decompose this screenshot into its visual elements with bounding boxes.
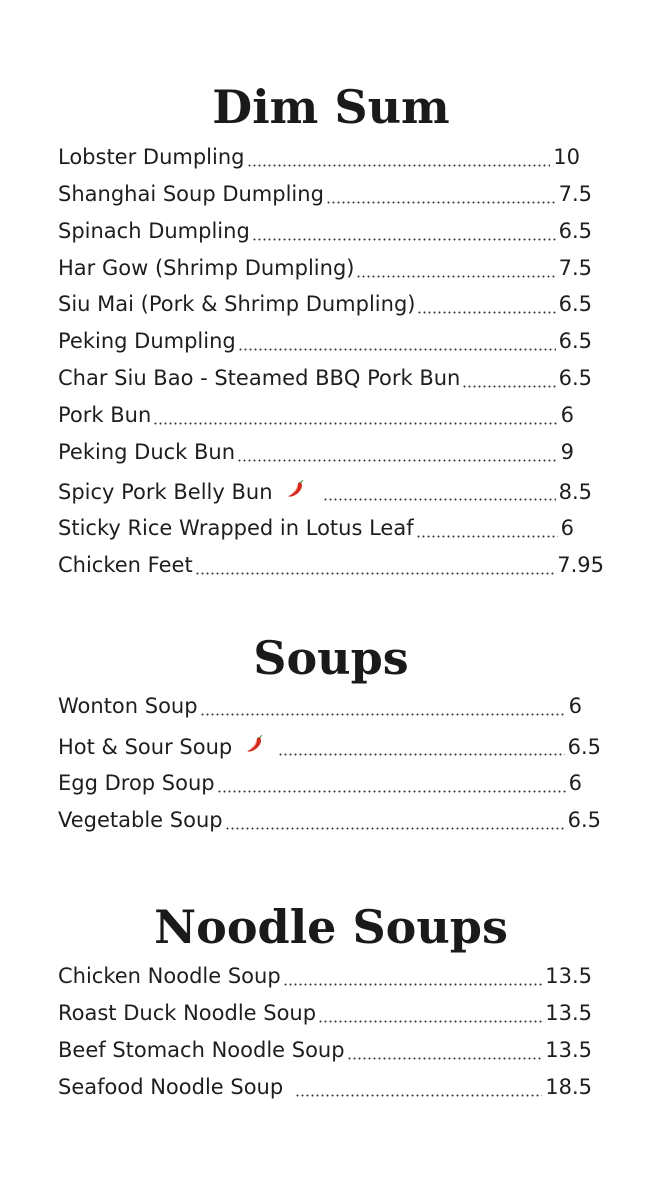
dot-leader (238, 327, 556, 355)
item-price: 6.5 (558, 366, 592, 390)
menu-item (58, 999, 592, 1027)
menu-item (58, 1073, 592, 1101)
item-name: Peking Duck Bun (58, 440, 236, 464)
menu-item (58, 514, 574, 542)
menu-item (58, 551, 604, 579)
chili-pepper-icon (244, 732, 266, 754)
item-price: 9 (560, 440, 574, 464)
item-price: 6 (568, 771, 582, 795)
dot-leader (225, 806, 565, 834)
item-price: 6.5 (558, 292, 592, 316)
item-price: 7.5 (558, 256, 592, 280)
dot-leader (323, 477, 556, 505)
dot-leader (195, 551, 555, 579)
menu-item (58, 769, 582, 797)
item-name: Seafood Noodle Soup (58, 1075, 284, 1099)
menu-item (58, 327, 592, 355)
item-name: Vegetable Soup (58, 808, 223, 832)
dot-leader (237, 438, 558, 466)
item-name: Pork Bun (58, 403, 152, 427)
dot-leader (283, 962, 543, 990)
item-price: 8.5 (558, 480, 592, 504)
chili-pepper-icon (285, 477, 307, 499)
item-name: Char Siu Bao - Steamed BBQ Pork Bun (58, 366, 461, 390)
dot-leader (416, 514, 558, 542)
dot-leader (356, 254, 555, 282)
item-price: 6.5 (558, 219, 592, 243)
dot-leader (347, 1036, 543, 1064)
menu-item (58, 962, 592, 990)
item-price: 13.5 (545, 964, 592, 988)
menu-item (58, 438, 574, 466)
menu-item (58, 364, 592, 392)
dot-leader (318, 999, 542, 1027)
dot-leader (252, 217, 556, 245)
item-name: Beef Stomach Noodle Soup (58, 1038, 345, 1062)
item-name: Roast Duck Noodle Soup (58, 1001, 317, 1025)
dot-leader (153, 401, 557, 429)
item-name: Chicken Feet (58, 553, 193, 577)
dot-leader (295, 1073, 542, 1101)
dot-leader (217, 769, 566, 797)
section-title-soups: Soups (253, 631, 409, 685)
menu-item (58, 1036, 592, 1064)
item-name: Peking Dumpling (58, 329, 236, 353)
item-name: Hot & Sour Soup (58, 735, 233, 759)
item-price: 13.5 (545, 1038, 592, 1062)
item-name: Chicken Noodle Soup (58, 964, 281, 988)
menu-item (58, 732, 601, 760)
dot-leader (462, 364, 555, 392)
menu-item (58, 477, 592, 505)
item-price: 6.5 (567, 808, 601, 832)
item-price: 10 (553, 145, 580, 169)
item-price: 6.5 (567, 735, 601, 759)
item-name: Har Gow (Shrimp Dumpling) (58, 256, 355, 280)
item-price: 13.5 (545, 1001, 592, 1025)
item-price: 6.5 (558, 329, 592, 353)
item-name: Spicy Pork Belly Bun (58, 480, 273, 504)
item-name: Lobster Dumpling (58, 145, 245, 169)
item-price: 6 (560, 403, 574, 427)
menu-item (58, 217, 592, 245)
menu-item (58, 401, 574, 429)
item-name: Spinach Dumpling (58, 219, 250, 243)
menu-item (58, 806, 601, 834)
item-price: 6 (568, 694, 582, 718)
item-name: Siu Mai (Pork & Shrimp Dumpling) (58, 292, 416, 316)
menu-item (58, 254, 592, 282)
section-title-noodle-soups: Noodle Soups (154, 900, 508, 954)
item-name: Egg Drop Soup (58, 771, 215, 795)
item-price: 7.95 (557, 553, 604, 577)
item-price: 7.5 (558, 182, 592, 206)
menu-item (58, 180, 592, 208)
dot-leader (278, 732, 564, 760)
dot-leader (200, 692, 566, 720)
item-name: Shanghai Soup Dumpling (58, 182, 324, 206)
item-name: Sticky Rice Wrapped in Lotus Leaf (58, 516, 414, 540)
menu-item (58, 290, 592, 318)
dot-leader (247, 143, 551, 171)
item-name: Wonton Soup (58, 694, 198, 718)
dot-leader (326, 180, 556, 208)
item-price: 18.5 (545, 1075, 592, 1099)
section-title-dim-sum: Dim Sum (212, 80, 450, 134)
dot-leader (417, 290, 555, 318)
item-price: 6 (560, 516, 574, 540)
menu-item (58, 143, 580, 171)
menu-item (58, 692, 582, 720)
